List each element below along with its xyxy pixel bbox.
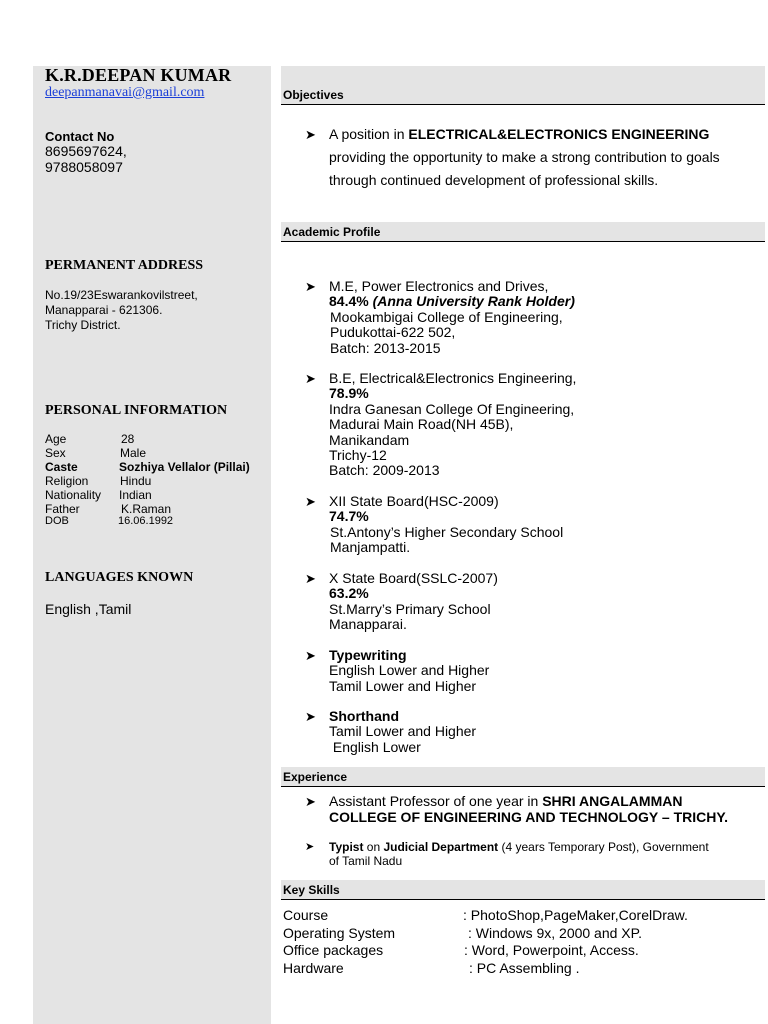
skill-label-hardware: Hardware (283, 960, 344, 976)
candidate-name: K.R.DEEPAN KUMAR (45, 65, 232, 85)
bullet-icon: ➤ (305, 494, 316, 509)
me-location: Pudukottai-622 502, (330, 324, 456, 341)
shorthand-title: Shorthand (329, 708, 399, 724)
personal-value-religion: Hindu (120, 474, 152, 488)
personal-value-father: K.Raman (121, 502, 172, 516)
shorthand-english: English Lower (329, 738, 421, 755)
skill-value-os: : Windows 9x, 2000 and XP. (468, 925, 643, 941)
typewriting-english: English Lower and Higher (329, 662, 490, 679)
experience-item-1-line-1 (329, 794, 682, 810)
be-college: Indra Ganesan College Of Engineering, (329, 400, 575, 417)
address-line-3: Trichy District. (45, 318, 121, 332)
experience-item-2-line-1 (329, 840, 709, 854)
be-score: 78.9% (329, 385, 369, 402)
xii-score: 74.7% (329, 508, 369, 525)
email-link[interactable]: deepanmanavai@gmail.com (45, 85, 205, 100)
personal-value-age: 28 (121, 432, 135, 446)
personal-label-age: Age (45, 432, 67, 446)
shorthand-block (329, 709, 476, 755)
experience-2-dept: Judicial Department (383, 840, 499, 854)
personal-value-dob: 16.06.1992 (118, 515, 174, 527)
languages-value: English ,Tamil (45, 601, 132, 617)
bullet-icon: ➤ (305, 279, 316, 294)
objective-field: ELECTRICAL&ELECTRONICS ENGINEERING (408, 126, 710, 142)
address-line-2: Manapparai - 621306. (45, 303, 163, 317)
skill-label-office: Office packages (283, 942, 384, 958)
objectives-heading: Objectives (281, 84, 765, 105)
bullet-icon: ➤ (305, 794, 316, 809)
bullet-icon: ➤ (305, 571, 316, 586)
me-degree: M.E, Power Electronics and Drives, (329, 278, 549, 294)
experience-item-1-line-2: COLLEGE OF ENGINEERING AND TECHNOLOGY – TRICHY. (329, 809, 729, 825)
me-batch: Batch: 2013-2015 (330, 339, 441, 356)
bullet-icon: ➤ (305, 841, 315, 853)
experience-item-2-line-2: of Tamil Nadu (329, 854, 403, 868)
xii-place: Manjampatti. (330, 539, 411, 556)
experience-heading: Experience (281, 767, 765, 787)
personal-heading: PERSONAL INFORMATION (45, 403, 228, 418)
be-address-1: Madurai Main Road(NH 45B), (329, 416, 514, 433)
experience-2-role: Typist (329, 840, 364, 854)
personal-label-caste: Caste (45, 460, 78, 474)
be-address-3: Trichy-12 (329, 447, 387, 464)
skill-value-office: : Word, Powerpoint, Access. (464, 942, 639, 958)
personal-value-caste: Sozhiya Vellalor (Pillai) (119, 460, 250, 474)
sidebar (33, 66, 271, 1024)
typewriting-tamil: Tamil Lower and Higher (329, 677, 477, 694)
me-score-line (329, 294, 575, 309)
be-degree: B.E, Electrical&Electronics Engineering, (329, 370, 577, 386)
address-line-1: No.19/23Eswarankovilstreet, (45, 288, 198, 302)
bullet-icon: ➤ (305, 127, 316, 142)
personal-label-religion: Religion (45, 474, 89, 488)
me-college: Mookambigai College of Engineering, (330, 308, 563, 325)
education-me (329, 279, 575, 356)
skill-label-course: Course (283, 907, 329, 923)
be-batch: Batch: 2009-2013 (329, 462, 440, 479)
skills-heading: Key Skills (281, 880, 765, 900)
education-x (329, 571, 498, 633)
header-band (281, 66, 765, 84)
phone-1: 8695697624, (45, 143, 127, 159)
contact-label: Contact No (45, 129, 115, 144)
personal-label-sex: Sex (45, 446, 66, 460)
skill-value-hardware: : PC Assembling . (469, 960, 580, 976)
personal-label-father: Father (45, 502, 80, 516)
typewriting-title: Typewriting (329, 647, 407, 663)
me-note: (Anna University Rank Holder) (372, 293, 575, 310)
academic-heading: Academic Profile (281, 222, 765, 242)
languages-heading: LANGUAGES KNOWN (45, 570, 194, 585)
bullet-icon: ➤ (305, 371, 316, 386)
shorthand-tamil: Tamil Lower and Higher (329, 723, 477, 740)
experience-1-prefix: Assistant Professor of one year in (329, 793, 543, 809)
personal-label-dob: DOB (45, 515, 69, 527)
experience-2-rest: (4 years Temporary Post), Government (498, 840, 709, 854)
education-be (329, 371, 576, 479)
x-score: 63.2% (329, 585, 369, 602)
be-address-2: Manikandam (329, 431, 410, 448)
bullet-icon: ➤ (305, 709, 316, 724)
objective-prefix: A position in (329, 126, 409, 142)
objective-line-2: providing the opportunity to make a strong contribution to goals (329, 149, 720, 165)
education-xii (329, 494, 563, 556)
objective-line-1 (329, 127, 709, 143)
personal-label-nationality: Nationality (45, 488, 102, 502)
personal-value-sex: Male (120, 446, 147, 460)
me-score: 84.4% (329, 293, 373, 310)
objective-line-3: through continued development of professional skills. (329, 172, 659, 188)
xii-school: St.Antony’s Higher Secondary School (330, 523, 564, 540)
typewriting-block (329, 648, 489, 694)
personal-value-nationality: Indian (119, 488, 152, 502)
skill-value-course: : PhotoShop,PageMaker,CorelDraw. (463, 907, 688, 923)
phone-2: 9788058097 (45, 159, 123, 175)
bullet-icon: ➤ (305, 648, 316, 663)
address-heading: PERMANENT ADDRESS (45, 258, 204, 273)
experience-1-college: SHRI ANGALAMMAN (542, 793, 683, 809)
x-place: Manapparai. (329, 616, 407, 633)
x-school: St.Marry’s Primary School (329, 600, 491, 617)
x-degree: X State Board(SSLC-2007) (329, 570, 498, 586)
skill-label-os: Operating System (283, 925, 396, 941)
experience-2-on: on (363, 840, 384, 854)
xii-degree: XII State Board(HSC-2009) (329, 493, 499, 509)
